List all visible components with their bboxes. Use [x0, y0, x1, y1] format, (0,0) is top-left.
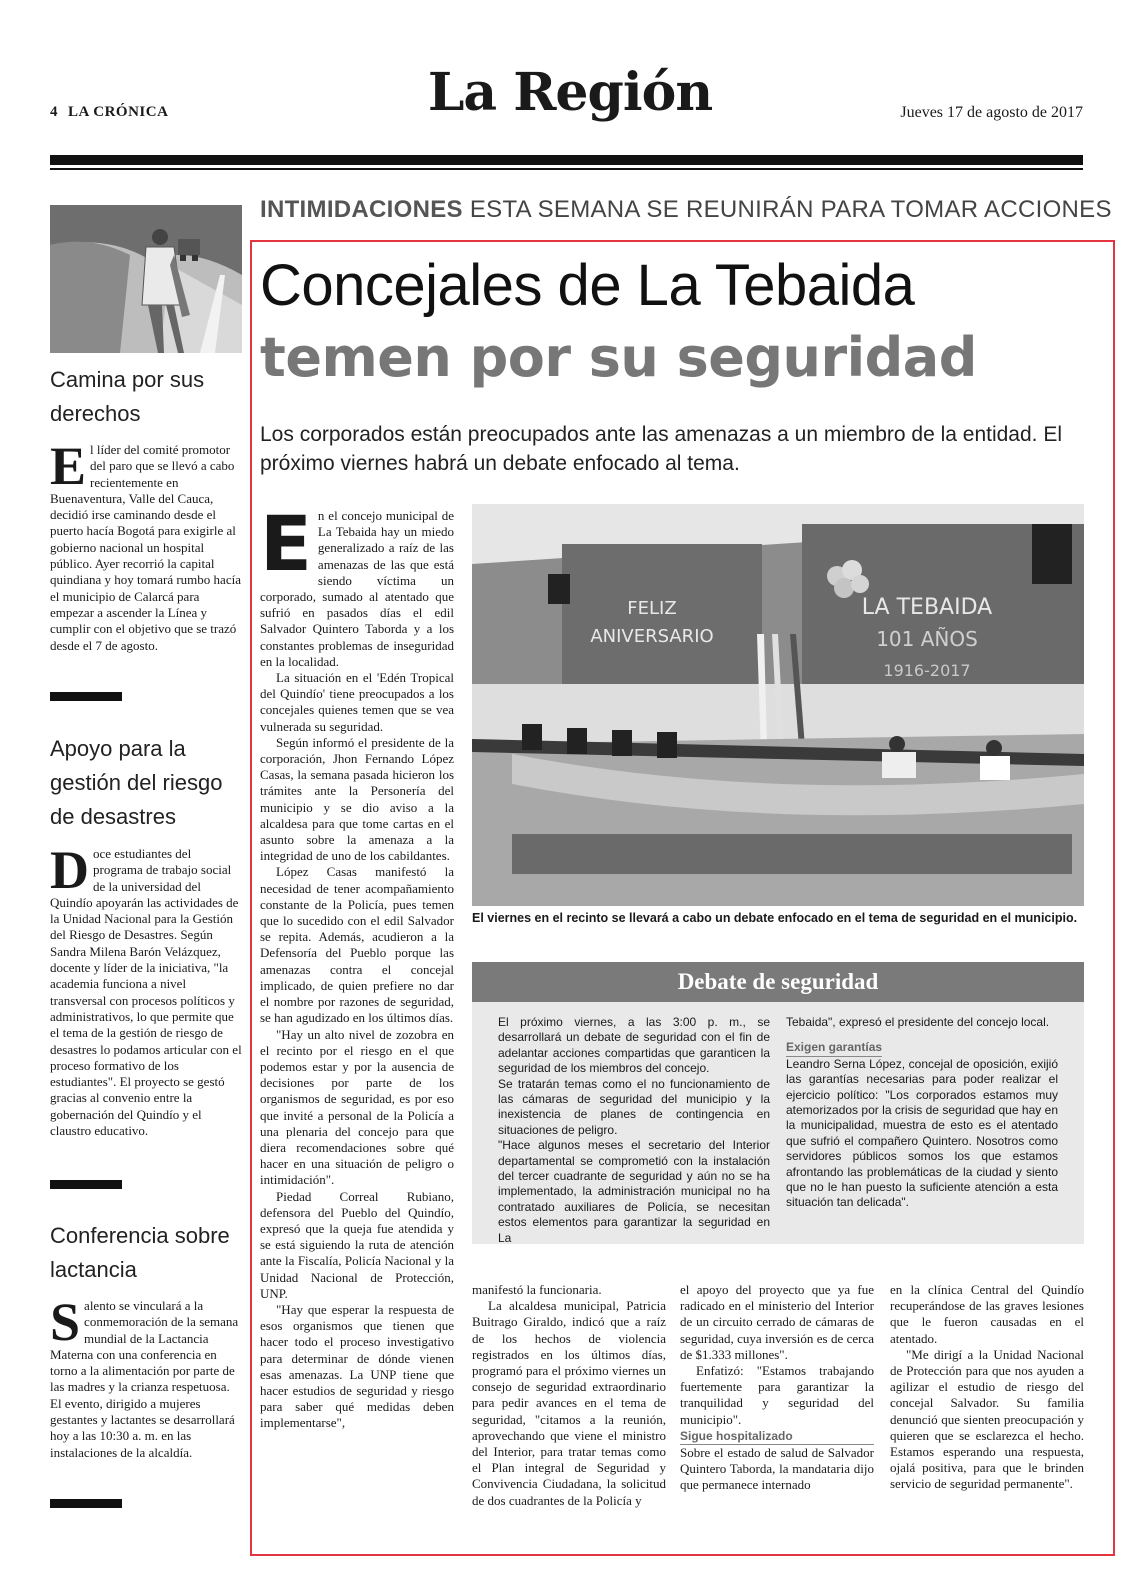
- paragraph: El próximo viernes, a las 3:00 p. m., se desarrollará un debate de seguridad con el fin de adelantar acciones compartidas que garanticen la seguridad de los miembros del concejo.: [498, 1015, 770, 1076]
- article-subhead: Sigue hospitalizado: [680, 1428, 874, 1445]
- wall-text-2: 101 AÑOS: [876, 627, 978, 651]
- paragraph: Se tratarán temas como el no funcionamiento de las cámaras de seguridad del municipio y la inexistencia de planes de contingencia en situaciones de peligro.: [498, 1076, 770, 1137]
- publication-date: Jueves 17 de agosto de 2017: [900, 104, 1083, 121]
- walker-photo: [50, 205, 242, 353]
- box-column-1: [498, 1015, 770, 1246]
- sidebar-story-3-body: alento se vinculará a la conmemoración de la semana mundial de la Lactancia Materna con una conferencia en torno a la alimentación por parte de las madres y la crianza respetuosa. El evento, dirigido a mujeres gestantes y lactantes se desarrollará hoy a las 10:30 a. m. en las instalaciones de la alcaldía.: [50, 1298, 239, 1460]
- sidebar-headline-2: Apoyo para la gestión del riesgo de desastres: [50, 736, 223, 829]
- sidebar-divider: [50, 692, 122, 701]
- sidebar-divider: [50, 1180, 122, 1189]
- sidebar-story-1: [50, 436, 242, 654]
- wall-text-1: LA TEBAIDA: [861, 595, 993, 620]
- paragraph: La alcaldesa municipal, Patricia Buitrago Giraldo, indicó que a raíz de los hechos de violencia registrados en los últimos días, programó para el próximo viernes un consejo de seguridad extraordinario para pedir avances en el tema de seguridad, "citamos a la reunión, aprovechando que viene el ministro del Interior, para tratar temas como el Plan integral de Seguridad y Convivencia Ciudadana, la solicitud de dos cuadrantes de la Policía y: [472, 1298, 666, 1508]
- sidebar-story-3: [50, 1292, 242, 1461]
- paragraph: el apoyo del proyecto que ya fue radicado en el ministerio del Interior de un circuito cerrado de cámaras de seguridad, cuya inversión es de cerca de $1.333 millones".: [680, 1282, 874, 1362]
- section-name: LA CRÓNICA: [68, 104, 169, 120]
- paragraph: La situación en el 'Edén Tropical del Quindío' tiene preocupados a los concejales quienes temen que se vea vulnerada su seguridad.: [260, 670, 454, 734]
- article-column-3: [680, 1282, 874, 1494]
- dropcap: S: [50, 1292, 81, 1352]
- sidebar-divider: [50, 1499, 122, 1508]
- paragraph: Piedad Correal Rubiano, defensora del Pueblo del Quindío, expresó que la queja fue atendida y se está siguiendo la ruta de atención ante la Fiscalía, Policía Nacional y la Unidad Nacional de Protección, UNP.: [260, 1188, 454, 1301]
- paragraph: Según informó el presidente de la corporación, Jhon Fernando López Casas, la semana pasada hicieron los trámites ante la Personería del municipio y se dio aviso a la alcaldesa para que tome cartas en el asunto sobre la amenaza a la integridad de uno de los cabildantes.: [260, 734, 454, 864]
- page-number-section: [50, 104, 168, 121]
- council-chamber-photo: [472, 504, 1084, 906]
- page-number: 4: [50, 104, 58, 120]
- dropcap: D: [50, 840, 89, 900]
- box-subhead: Exigen garantías: [786, 1040, 882, 1056]
- paragraph: Tebaida", expresó el presidente del concejo local.: [786, 1015, 1050, 1029]
- paragraph: manifestó la funcionaria.: [472, 1282, 602, 1297]
- headline-line-1: Concejales de La Tebaida: [260, 253, 915, 318]
- sidebar-story-2: [50, 840, 242, 1139]
- article-column-2: [472, 1282, 666, 1509]
- paragraph: Sobre el estado de salud de Salvador Quintero Taborda, la mandataria dijo que permanece internado: [680, 1445, 874, 1493]
- photo-caption: El viernes en el recinto se llevará a cabo un debate enfocado en el tema de seguridad en el municipio.: [472, 911, 1078, 925]
- sidebar-story-2-body: oce estudiantes del programa de trabajo social de la universidad del Quindío apoyarán las actividades de la Unidad Nacional para la Gestión del Riesgo de Desastres. Según Sandra Milena Barón Velázquez, docente y líder de la iniciativa, "la academia funciona a nivel transversal con procesos políticos y administrativos, lo que permite que el tema de la gestión de riesgo de desastres lo podamos articular con el proceso formativo de los estudiantes". El proyecto se gestó gracias al convenio entre la gobernación del Quindío y el claustro educativo.: [50, 846, 242, 1139]
- kicker-text: ESTA SEMANA SE REUNIRÁN PARA TOMAR ACCIONES: [469, 196, 1112, 223]
- header-rule: [50, 155, 1083, 165]
- paragraph: "Hace algunos meses el secretario del Interior departamental se comprometió con la instalación del tercer cuadrante de seguridad y aún no se ha implementado, la administración municipal no ha contratado auxiliares de Policía, se necesitan estos elementos para garantizar la seguridad en La: [498, 1138, 770, 1245]
- banner-text-1: FELIZ: [627, 598, 677, 619]
- paragraph: en la clínica Central del Quindío recuperándose de las graves lesiones que le fueron causadas en el atentado.: [890, 1282, 1084, 1346]
- paragraph: "Hay que esperar la respuesta de esos organismos que tienen que hacer todo el proceso investigativo para determinar de dónde vienen esas amenazas. La UNP tiene que hacer estudios de seguridad y riesgo para saber qué medidas deben implementarse",: [260, 1301, 454, 1431]
- box-title: Debate de seguridad: [472, 962, 1084, 1002]
- paragraph: n el concejo municipal de La Tebaida hay un miedo generalizado a raíz de las amenazas de las que está siendo víctima un corporado, sumado al atentado que sufrió en pasados días el edil Salvador Quintero Taborda y a los constantes problemas de inseguridad en la localidad.: [260, 508, 454, 669]
- box-column-2: [786, 1015, 1058, 1211]
- article-kicker: [260, 196, 1112, 224]
- kicker-bold: INTIMIDACIONES: [260, 196, 463, 223]
- header-rule-thin: [50, 168, 1083, 170]
- paragraph: López Casas manifestó la necesidad de tener acompañamiento constante de la Policía, pues temen que lo sucedido con el edil Salvador se repita. Además, acudieron a la Defensoría del Pueblo porque las amenazas contra el concejal implicado, de quien prefiere no dar el nombre por razones de seguridad, se han agudizado en los últimos días.: [260, 864, 454, 1026]
- headline-line-2: temen por su seguridad: [260, 326, 977, 389]
- article-deck: Los corporados están preocupados ante las amenazas a un miembro de la entidad. El próximo viernes habrá un debate enfocado al tema.: [260, 423, 1062, 475]
- dropcap: E: [50, 436, 87, 496]
- article-column-4: [890, 1282, 1084, 1493]
- paragraph: "Me dirigí a la Unidad Nacional de Protección para que nos ayuden a agilizar el estudio de riesgo del concejal Salvador. Su familia denunció que sienten preocupación y quieren que se esclarezca el hecho. Estamos esperando una respuesta, ojalá positiva, para que le brinden servicio de seguridad permanente".: [890, 1346, 1084, 1492]
- paragraph: "Hay un alto nivel de zozobra en el recinto por el riesgo en el que podemos estar y por la ausencia de decisiones por parte de los organismos de seguridad, es por eso que invité a personal de la Policía a una plenaria del concejo para que diera recomendaciones sobre qué hacer en una situación de peligro o intimidación".: [260, 1026, 454, 1188]
- wall-text-3: 1916-2017: [883, 661, 971, 680]
- article-column-1: [260, 499, 454, 1432]
- masthead-title: La Región: [427, 62, 713, 123]
- sidebar-headline-3: Conferencia sobre lactancia: [50, 1223, 230, 1282]
- sidebar-story-1-body: l líder del comité promotor del paro que se llevó a cabo recientemente en Buenaventura, Valle del Cauca, decidió irse caminando desde el puerto hacía Bogotá para exigirle al gobierno nacional un hospital público. Ayer recorrió la capital quindiana y hoy tomará rumbo hacía el municipio de Calarcá para empezar a ascender la Línea y cumplir con el objetivo que se trazó desde el 7 de agosto.: [50, 442, 241, 653]
- paragraph: Leandro Serna López, concejal de oposición, exijió las garantías necesarias para poder realizar el ejercicio político: "Los corporados estamos muy atemorizados por la crisis de seguridad que hay en la municipalidad, muestra de esto es el atentado que sufrió el compañero Quintero. Nosotros como servidores públicos somos los que estamos afrontando las problemáticas de la ciudad y siento que no le han puesto la suficiente atención a esta situación tan delicada".: [786, 1056, 1058, 1210]
- banner-text-2: ANIVERSARIO: [590, 626, 714, 647]
- sidebar-headline-1: Camina por sus derechos: [50, 367, 205, 426]
- article-dropcap: E: [260, 499, 312, 588]
- paragraph: Enfatizó: "Estamos trabajando fuertemente para garantizar la tranquilidad y seguridad del municipio".: [680, 1363, 874, 1427]
